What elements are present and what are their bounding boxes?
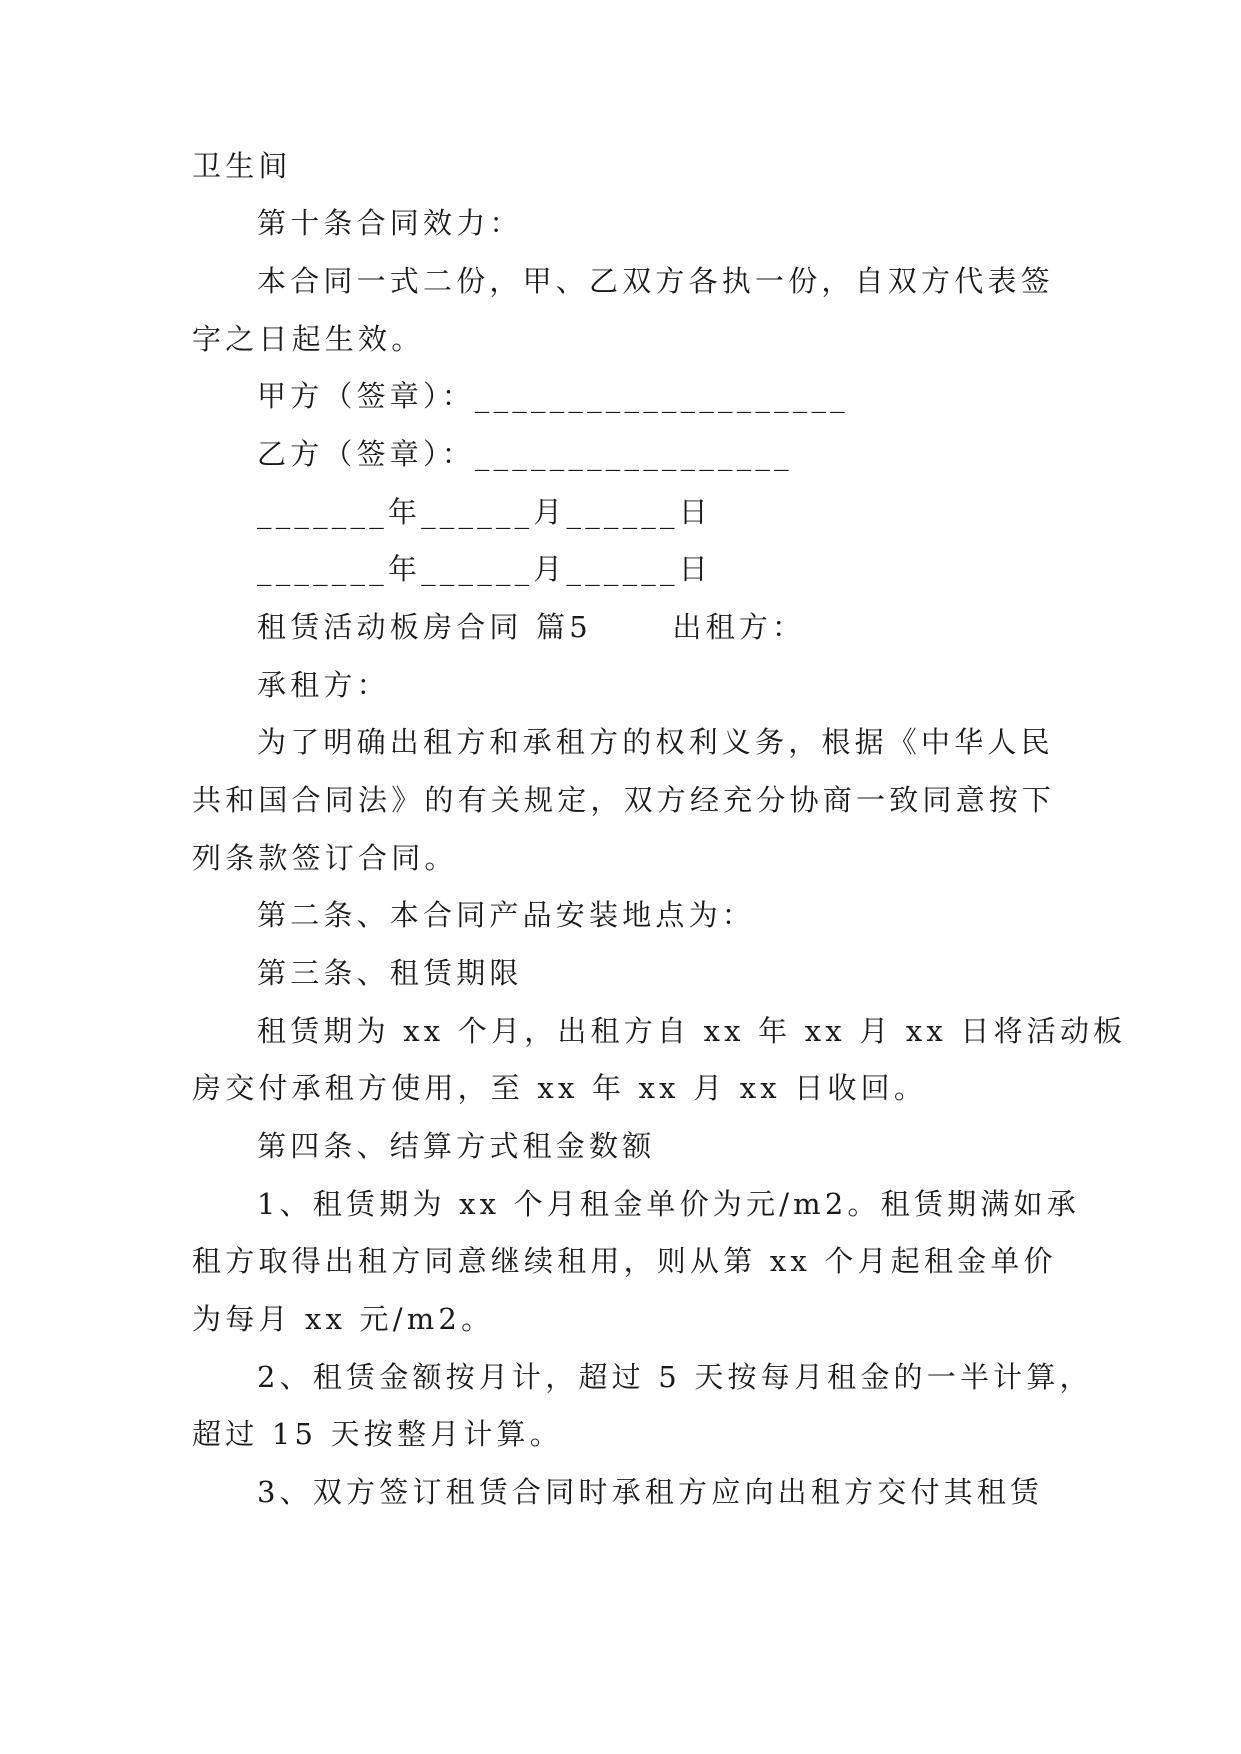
text-line: 本合同一式二份，甲、乙双方各执一份，自双方代表签: [257, 264, 1054, 298]
section-title: 租赁活动板房合同 篇5 出租方：: [257, 610, 806, 644]
text-line: 承租方：: [257, 668, 390, 702]
signature-line-party-b: 乙方（签章）：_________________: [257, 437, 793, 471]
text-line: 字之日起生效。: [192, 322, 425, 356]
text-line: 房交付承租方使用，至 xx 年 xx 月 xx 日收回。: [192, 1071, 928, 1105]
text-line: 租方取得出租方同意继续租用，则从第 xx 个月起租金单价: [192, 1244, 1057, 1278]
text-line: 3、双方签订租赁合同时承租方应向出租方交付其租赁: [257, 1475, 1044, 1509]
text-line: 超过 15 天按整月计算。: [192, 1417, 563, 1451]
text-line: 为每月 xx 元/m2。: [192, 1302, 495, 1336]
clause-heading: 第三条、租赁期限: [257, 956, 523, 990]
text-line: 共和国合同法》的有关规定，双方经充分协商一致同意按下: [192, 783, 1056, 817]
text-line: 2、租赁金额按月计，超过 5 天按每月租金的一半计算，: [257, 1360, 1093, 1394]
signature-line-party-a: 甲方（签章）：____________________: [257, 379, 849, 413]
date-line: _______年______月______日: [257, 495, 712, 529]
text-line: 列条款签订合同。: [192, 841, 458, 875]
clause-heading: 第二条、本合同产品安装地点为：: [257, 898, 756, 932]
text-line: 1、租赁期为 xx 个月租金单价为元/m2。租赁期满如承: [257, 1187, 1080, 1221]
text-line: 卫生间: [192, 149, 292, 183]
text-line: 租赁期为 xx 个月，出租方自 xx 年 xx 月 xx 日将活动板: [257, 1014, 1127, 1048]
date-line: _______年______月______日: [257, 552, 712, 586]
clause-heading: 第十条合同效力：: [257, 206, 523, 240]
text-line: 为了明确出租方和承租方的权利义务，根据《中华人民: [257, 725, 1054, 759]
clause-heading: 第四条、结算方式租金数额: [257, 1129, 656, 1163]
